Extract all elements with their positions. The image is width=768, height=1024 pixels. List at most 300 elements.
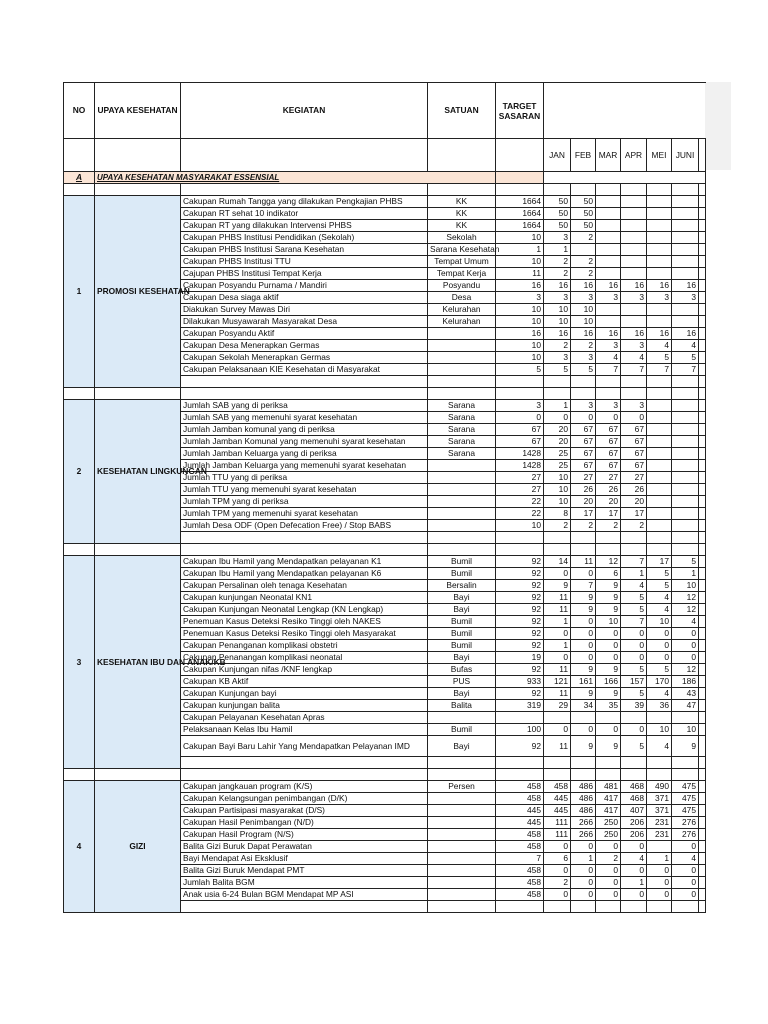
satuan-cell: Bumil: [428, 556, 496, 568]
month-value-cell: 67: [596, 448, 621, 460]
month-value-cell: 0: [544, 841, 571, 853]
month-value-cell: 67: [596, 436, 621, 448]
target-cell: 16: [496, 328, 544, 340]
month-value-cell: 0: [544, 724, 571, 736]
target-cell: 1664: [496, 196, 544, 208]
kegiatan-cell: Cakupan Bayi Baru Lahir Yang Mendapatkan Pelayanan IMD: [181, 736, 428, 757]
target-cell: 92: [496, 592, 544, 604]
month-value-cell: 36: [647, 700, 672, 712]
kegiatan-cell: Cakupan kunjungan balita: [181, 700, 428, 712]
kegiatan-cell: Anak usia 6-24 Bulan BGM Mendapat MP ASI: [181, 889, 428, 901]
month-value-cell: 266: [571, 829, 596, 841]
target-cell: 458: [496, 889, 544, 901]
group-no: 3: [64, 556, 95, 769]
month-value-cell: 111: [544, 829, 571, 841]
month-value-cell: 0: [571, 640, 596, 652]
kegiatan-cell: Penemuan Kasus Deteksi Resiko Tinggi oleh Masyarakat: [181, 628, 428, 640]
month-value-cell: 0: [571, 412, 596, 424]
month-value-cell: 1: [571, 853, 596, 865]
month-value-cell: 16: [544, 328, 571, 340]
month-value-cell: 16: [596, 328, 621, 340]
group-name: KESEHATAN LINGKUNGAN: [95, 400, 181, 544]
month-value-cell: 10: [571, 316, 596, 328]
month-value-cell: 2: [571, 256, 596, 268]
target-cell: 1664: [496, 208, 544, 220]
month-value-cell: 0: [596, 652, 621, 664]
month-value-cell: 50: [544, 208, 571, 220]
target-cell: [496, 712, 544, 724]
month-value-cell: [621, 712, 647, 724]
month-value-cell: 3: [621, 400, 647, 412]
kegiatan-cell: Jumlah Desa ODF (Open Defecation Free) / Stop BABS: [181, 520, 428, 532]
kegiatan-cell: Cakupan RT sehat 10 indikator: [181, 208, 428, 220]
satuan-cell: Kelurahan: [428, 304, 496, 316]
kegiatan-cell: Balita Gizi Buruk Mendapat PMT: [181, 865, 428, 877]
month-value-cell: 2: [571, 232, 596, 244]
satuan-cell: Bayi: [428, 604, 496, 616]
month-value-cell: 1: [544, 400, 571, 412]
month-value-cell: 11: [544, 688, 571, 700]
month-value-cell: 4: [672, 340, 699, 352]
month-value-cell: [647, 424, 672, 436]
month-value-cell: 10: [571, 304, 596, 316]
month-value-cell: 371: [647, 805, 672, 817]
month-value-cell: [621, 316, 647, 328]
month-value-cell: [621, 304, 647, 316]
month-value-cell: 10: [544, 472, 571, 484]
target-cell: 100: [496, 724, 544, 736]
month-value-cell: 5: [672, 556, 699, 568]
target-cell: 445: [496, 817, 544, 829]
group-name: GIZI: [95, 781, 181, 913]
target-cell: 67: [496, 436, 544, 448]
target-cell: 445: [496, 805, 544, 817]
month-value-cell: 4: [621, 853, 647, 865]
month-value-cell: 0: [544, 889, 571, 901]
satuan-cell: Tempat Kerja: [428, 268, 496, 280]
month-value-cell: 50: [571, 208, 596, 220]
month-value-cell: 417: [596, 805, 621, 817]
kegiatan-cell: Cakupan Sekolah Menerapkan Germas: [181, 352, 428, 364]
month-value-cell: 9: [596, 688, 621, 700]
kegiatan-cell: Jumlah SAB yang di periksa: [181, 400, 428, 412]
month-value-cell: 0: [596, 877, 621, 889]
month-value-cell: 3: [621, 292, 647, 304]
month-value-cell: 7: [621, 616, 647, 628]
group-no: 2: [64, 400, 95, 544]
satuan-cell: Bumil: [428, 724, 496, 736]
kegiatan-cell: Cakupan Kunjungan Neonatal Lengkap (KN Lengkap): [181, 604, 428, 616]
satuan-cell: [428, 460, 496, 472]
satuan-cell: [428, 472, 496, 484]
month-value-cell: 67: [571, 436, 596, 448]
month-value-cell: [647, 244, 672, 256]
month-value-cell: 0: [571, 889, 596, 901]
target-cell: 10: [496, 316, 544, 328]
month-value-cell: [596, 220, 621, 232]
satuan-cell: KK: [428, 220, 496, 232]
target-cell: 10: [496, 352, 544, 364]
month-value-cell: 67: [571, 460, 596, 472]
satuan-cell: Sarana: [428, 436, 496, 448]
satuan-cell: Bumil: [428, 628, 496, 640]
header-kegiatan: KEGIATAN: [181, 83, 428, 139]
month-value-cell: 6: [544, 853, 571, 865]
section-a-row: [64, 172, 706, 184]
month-value-cell: 5: [647, 352, 672, 364]
month-value-cell: 9: [596, 664, 621, 676]
month-value-cell: [571, 712, 596, 724]
month-value-cell: [621, 232, 647, 244]
month-value-cell: 9: [596, 604, 621, 616]
month-value-cell: 2: [596, 520, 621, 532]
month-value-cell: 170: [647, 676, 672, 688]
group-no: 1: [64, 196, 95, 388]
kegiatan-cell: Jumlah Jamban Keluarga yang memenuhi syarat kesehatan: [181, 460, 428, 472]
satuan-cell: Balita: [428, 700, 496, 712]
month-value-cell: 231: [647, 829, 672, 841]
month-value-cell: 4: [647, 604, 672, 616]
month-value-cell: 0: [672, 628, 699, 640]
month-value-cell: 2: [596, 853, 621, 865]
month-value-cell: 4: [647, 688, 672, 700]
month-value-cell: 3: [672, 292, 699, 304]
satuan-cell: [428, 877, 496, 889]
kegiatan-cell: Cakupan Hasil Program (N/S): [181, 829, 428, 841]
month-value-cell: 486: [571, 793, 596, 805]
month-value-cell: 9: [571, 664, 596, 676]
month-value-cell: 67: [571, 424, 596, 436]
month-value-cell: 43: [672, 688, 699, 700]
satuan-cell: Persen: [428, 781, 496, 793]
month-value-cell: [672, 220, 699, 232]
header-target: TARGET SASARAN: [496, 83, 544, 139]
month-value-cell: 486: [571, 805, 596, 817]
month-value-cell: 475: [672, 793, 699, 805]
target-cell: 933: [496, 676, 544, 688]
month-value-cell: [596, 208, 621, 220]
target-cell: 10: [496, 304, 544, 316]
month-value-cell: 6: [596, 568, 621, 580]
month-value-cell: 0: [596, 628, 621, 640]
kegiatan-cell: Jumlah Jamban Keluarga yang di periksa: [181, 448, 428, 460]
month-value-cell: [596, 712, 621, 724]
month-value-cell: 10: [596, 616, 621, 628]
month-value-cell: 445: [544, 805, 571, 817]
month-value-cell: [647, 520, 672, 532]
month-value-cell: [647, 508, 672, 520]
satuan-cell: [428, 496, 496, 508]
group-name: PROMOSI KESEHATAN: [95, 196, 181, 388]
month-value-cell: 16: [621, 328, 647, 340]
month-value-cell: 3: [571, 400, 596, 412]
spacer-row: [64, 388, 706, 400]
target-cell: 92: [496, 580, 544, 592]
satuan-cell: [428, 817, 496, 829]
satuan-cell: [428, 520, 496, 532]
target-cell: 16: [496, 280, 544, 292]
month-value-cell: [672, 208, 699, 220]
target-cell: 19: [496, 652, 544, 664]
target-cell: 458: [496, 781, 544, 793]
month-value-cell: 276: [672, 817, 699, 829]
month-value-cell: 16: [544, 280, 571, 292]
month-value-cell: 11: [544, 592, 571, 604]
month-value-cell: [647, 196, 672, 208]
month-value-cell: 12: [672, 604, 699, 616]
month-value-cell: [672, 448, 699, 460]
kegiatan-cell: Cakupan Desa Menerapkan Germas: [181, 340, 428, 352]
month-value-cell: 3: [596, 292, 621, 304]
kegiatan-cell: Cakupan Kunjungan bayi: [181, 688, 428, 700]
month-value-cell: 5: [621, 604, 647, 616]
kegiatan-cell: Balita Gizi Buruk Dapat Perawatan: [181, 841, 428, 853]
month-value-cell: 9: [571, 604, 596, 616]
target-cell: 10: [496, 232, 544, 244]
month-value-cell: 0: [544, 865, 571, 877]
month-value-cell: [647, 712, 672, 724]
kegiatan-cell: Cakupan PHBS Institusi TTU: [181, 256, 428, 268]
month-value-cell: 14: [544, 556, 571, 568]
target-cell: 11: [496, 268, 544, 280]
target-cell: 458: [496, 877, 544, 889]
month-value-cell: 3: [571, 352, 596, 364]
satuan-cell: Bayi: [428, 688, 496, 700]
month-value-cell: 0: [647, 889, 672, 901]
kegiatan-cell: Dilakukan Musyawarah Masyarakat Desa: [181, 316, 428, 328]
kegiatan-cell: Cakupan PHBS Institusi Pendidikan (Sekolah): [181, 232, 428, 244]
target-cell: 22: [496, 496, 544, 508]
target-cell: 27: [496, 484, 544, 496]
month-value-cell: 206: [621, 817, 647, 829]
month-value-cell: 7: [596, 364, 621, 376]
month-value-cell: 5: [672, 352, 699, 364]
month-value-cell: 0: [621, 865, 647, 877]
target-cell: 0: [496, 412, 544, 424]
month-value-cell: 0: [621, 841, 647, 853]
month-value-cell: 16: [571, 280, 596, 292]
month-value-cell: 5: [647, 580, 672, 592]
month-value-cell: 250: [596, 829, 621, 841]
month-value-cell: [672, 520, 699, 532]
month-value-cell: 10: [544, 496, 571, 508]
satuan-cell: Bersalin: [428, 580, 496, 592]
satuan-cell: [428, 889, 496, 901]
month-value-cell: 0: [544, 412, 571, 424]
month-value-cell: 17: [571, 508, 596, 520]
month-value-cell: 0: [647, 877, 672, 889]
header-blank: [544, 83, 706, 139]
month-value-cell: [647, 472, 672, 484]
satuan-cell: [428, 841, 496, 853]
month-value-cell: 20: [596, 496, 621, 508]
month-value-cell: [647, 316, 672, 328]
target-cell: 5: [496, 364, 544, 376]
satuan-cell: Sarana: [428, 412, 496, 424]
month-value-cell: 0: [544, 652, 571, 664]
month-value-cell: 67: [621, 424, 647, 436]
month-value-cell: [672, 436, 699, 448]
month-value-cell: [647, 220, 672, 232]
month-value-cell: [672, 496, 699, 508]
month-jan: JAN: [544, 139, 571, 172]
target-cell: 1428: [496, 460, 544, 472]
month-value-cell: [672, 484, 699, 496]
target-cell: 92: [496, 628, 544, 640]
month-value-cell: 5: [621, 688, 647, 700]
satuan-cell: Bayi: [428, 736, 496, 757]
month-value-cell: 35: [596, 700, 621, 712]
month-value-cell: [672, 712, 699, 724]
satuan-cell: [428, 508, 496, 520]
month-value-cell: 490: [647, 781, 672, 793]
month-value-cell: 7: [621, 364, 647, 376]
group-no: 4: [64, 781, 95, 913]
satuan-cell: [428, 865, 496, 877]
kegiatan-cell: Cakupan Pelayanan Kesehatan Apras: [181, 712, 428, 724]
month-value-cell: 67: [571, 448, 596, 460]
month-value-cell: 0: [621, 640, 647, 652]
header-satuan: SATUAN: [428, 83, 496, 139]
month-value-cell: 7: [571, 580, 596, 592]
month-value-cell: 16: [571, 328, 596, 340]
month-value-cell: 26: [596, 484, 621, 496]
target-cell: 10: [496, 520, 544, 532]
month-value-cell: 1: [672, 568, 699, 580]
target-cell: 92: [496, 604, 544, 616]
target-cell: 92: [496, 688, 544, 700]
month-value-cell: 10: [672, 580, 699, 592]
month-value-cell: 5: [647, 664, 672, 676]
month-value-cell: 9: [571, 736, 596, 757]
month-value-cell: 250: [596, 817, 621, 829]
satuan-cell: Sarana: [428, 400, 496, 412]
month-value-cell: 1: [544, 616, 571, 628]
month-value-cell: 17: [647, 556, 672, 568]
month-value-cell: 206: [621, 829, 647, 841]
month-value-cell: [647, 268, 672, 280]
month-value-cell: 3: [596, 400, 621, 412]
target-cell: 92: [496, 640, 544, 652]
section-a-title: UPAYA KESEHATAN MASYARAKAT ESSENSIAL: [95, 172, 496, 184]
month-value-cell: 7: [647, 364, 672, 376]
month-value-cell: 0: [571, 865, 596, 877]
target-cell: 10: [496, 256, 544, 268]
month-value-cell: 27: [596, 472, 621, 484]
kegiatan-cell: Cakupan Ibu Hamil yang Mendapatkan pelayanan K1: [181, 556, 428, 568]
month-value-cell: [571, 244, 596, 256]
month-value-cell: 2: [544, 268, 571, 280]
month-value-cell: 12: [596, 556, 621, 568]
adjacent-column-strip: [705, 82, 731, 170]
month-value-cell: 3: [571, 292, 596, 304]
kegiatan-cell: Cakupan Penanangan komplikasi neonatal: [181, 652, 428, 664]
month-value-cell: 50: [544, 220, 571, 232]
kegiatan-cell: Cakupan RT yang dilakukan Intervensi PHBS: [181, 220, 428, 232]
satuan-cell: Sarana Kesehatan: [428, 244, 496, 256]
month-value-cell: 17: [621, 508, 647, 520]
month-value-cell: [621, 256, 647, 268]
kegiatan-cell: Cakupan kunjungan Neonatal KN1: [181, 592, 428, 604]
month-value-cell: 67: [621, 436, 647, 448]
month-value-cell: 3: [621, 340, 647, 352]
month-value-cell: 0: [647, 628, 672, 640]
satuan-cell: Bumil: [428, 568, 496, 580]
month-value-cell: 0: [647, 652, 672, 664]
month-value-cell: 0: [647, 865, 672, 877]
month-value-cell: 20: [544, 436, 571, 448]
satuan-cell: [428, 793, 496, 805]
month-row: [64, 139, 706, 172]
kegiatan-cell: Cakupan Kelangsungan penimbangan (D/K): [181, 793, 428, 805]
satuan-cell: [428, 805, 496, 817]
target-cell: 458: [496, 793, 544, 805]
month-value-cell: 2: [571, 268, 596, 280]
month-value-cell: 186: [672, 676, 699, 688]
month-apr: APR: [621, 139, 647, 172]
target-cell: 10: [496, 340, 544, 352]
month-value-cell: [621, 208, 647, 220]
month-value-cell: [672, 256, 699, 268]
month-value-cell: 9: [544, 580, 571, 592]
month-value-cell: 20: [621, 496, 647, 508]
month-value-cell: [647, 232, 672, 244]
month-value-cell: 468: [621, 793, 647, 805]
month-value-cell: 12: [672, 592, 699, 604]
month-juni: JUNI: [672, 139, 699, 172]
satuan-cell: Bufas: [428, 664, 496, 676]
month-value-cell: 3: [544, 292, 571, 304]
month-value-cell: 4: [647, 592, 672, 604]
group-name: KESEHATAN IBU DAN ANAK/KB: [95, 556, 181, 769]
month-mei: MEI: [647, 139, 672, 172]
satuan-cell: [428, 328, 496, 340]
kegiatan-cell: Jumlah Balita BGM: [181, 877, 428, 889]
month-value-cell: 50: [571, 220, 596, 232]
month-value-cell: [672, 424, 699, 436]
month-value-cell: 0: [621, 652, 647, 664]
kegiatan-cell: Cakupan Ibu Hamil yang Mendapatkan pelayanan K6: [181, 568, 428, 580]
month-value-cell: 1: [621, 568, 647, 580]
month-value-cell: 0: [621, 412, 647, 424]
month-value-cell: 16: [596, 280, 621, 292]
satuan-cell: KK: [428, 208, 496, 220]
satuan-cell: [428, 829, 496, 841]
month-value-cell: [647, 412, 672, 424]
month-value-cell: 50: [544, 196, 571, 208]
month-value-cell: 0: [672, 841, 699, 853]
month-value-cell: [596, 268, 621, 280]
header-upaya: UPAYA KESEHATAN: [95, 83, 181, 139]
month-value-cell: 67: [596, 424, 621, 436]
month-value-cell: 4: [647, 736, 672, 757]
month-value-cell: 0: [672, 865, 699, 877]
month-value-cell: 3: [647, 292, 672, 304]
month-value-cell: [596, 304, 621, 316]
month-value-cell: 231: [647, 817, 672, 829]
month-value-cell: 0: [571, 724, 596, 736]
month-value-cell: 475: [672, 781, 699, 793]
month-value-cell: 0: [571, 652, 596, 664]
month-mar: MAR: [596, 139, 621, 172]
month-value-cell: 481: [596, 781, 621, 793]
target-cell: 458: [496, 841, 544, 853]
month-value-cell: [647, 841, 672, 853]
month-value-cell: 157: [621, 676, 647, 688]
month-value-cell: 9: [672, 736, 699, 757]
kegiatan-cell: Cakupan Posyandu Aktif: [181, 328, 428, 340]
month-value-cell: [647, 496, 672, 508]
